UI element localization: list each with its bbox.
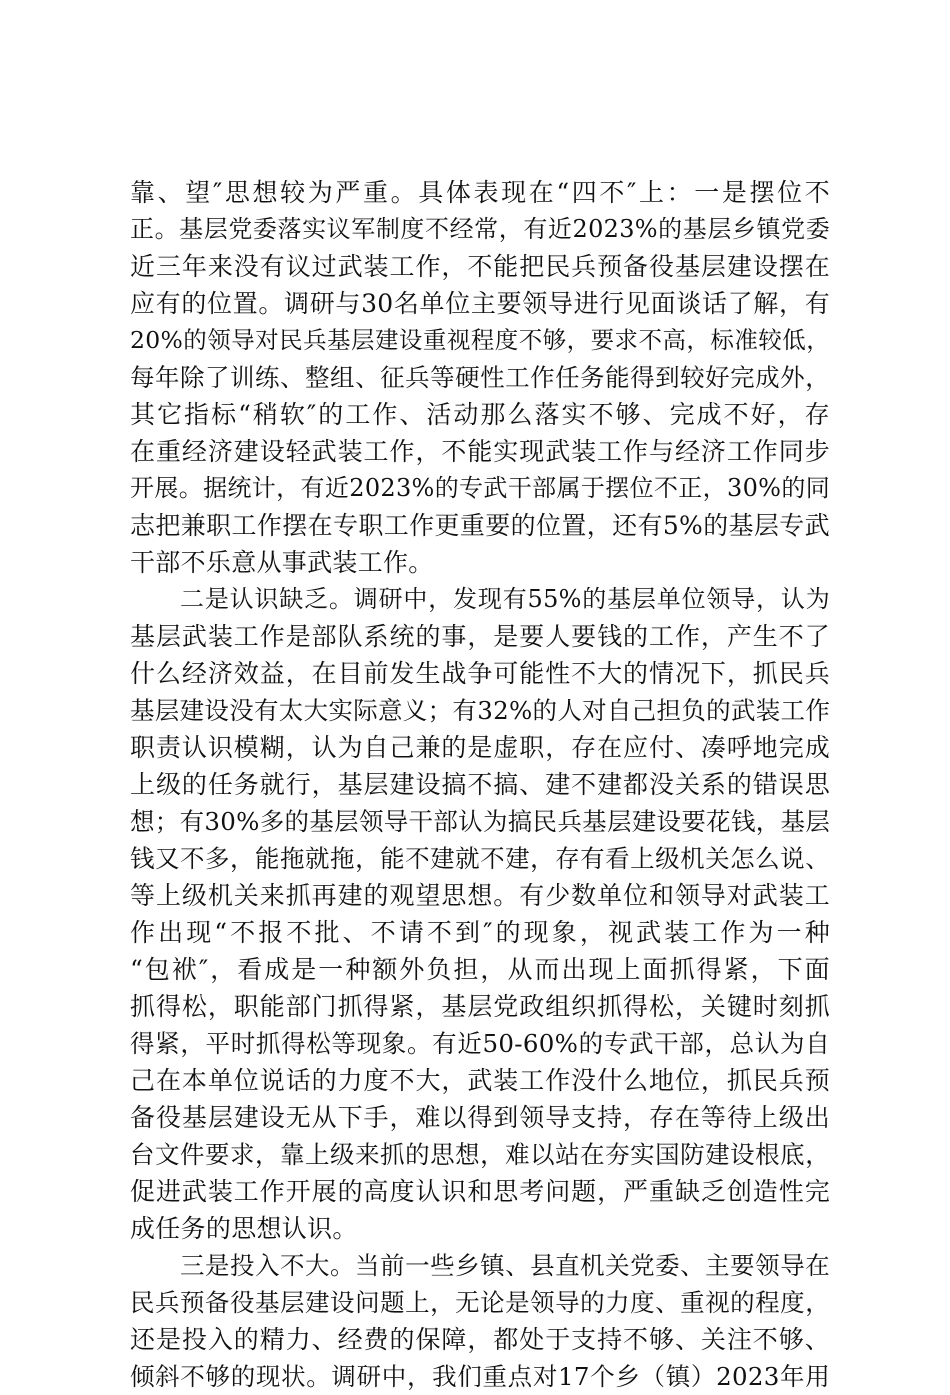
text-line: “包袱″，看成是一种额外负担，从而出现上面抓得紧，下面 [130,955,830,984]
text-line: 备役基层建设无从下手，难以得到领导支持，存在等待上级出 [130,1103,830,1132]
text-line: 上级的任务就行，基层建设搞不搞、建不建都没关系的错误思 [130,770,830,799]
text-line: 其它指标“稍软″的工作、活动那么落实不够、完成不好，存 [130,400,830,429]
text-line: 什么经济效益，在目前发生战争可能性不大的情况下，抓民兵 [130,659,830,688]
text-line: 正。基层党委落实议军制度不经常，有近2023%的基层乡镇党委 [130,215,830,243]
text-line: 台文件要求，靠上级来抓的思想，难以站在夯实国防建设根底， [130,1140,830,1169]
text-line: 己在本单位说话的力度不大，武装工作没什么地位，抓民兵预 [130,1066,830,1095]
text-line: 职责认识模糊，认为自己兼的是虚职，存在应付、凑呼地完成 [130,733,830,762]
text-line: 得紧，平时抓得松等现象。有近50-60%的专武干部，总认为自 [130,1029,830,1058]
text-line: 每年除了训练、整组、征兵等硬性工作任务能得到较好完成外， [130,363,830,392]
text-line: 基层建设没有太大实际意义；有32%的人对自己担负的武装工作 [130,696,831,725]
text-line: 作出现“不报不批、不请不到″的现象，视武装工作为一种 [130,918,830,947]
text-line: 抓得松，职能部门抓得紧，基层党政组织抓得松，关键时刻抓 [130,992,830,1021]
paragraph-first-line: 二是认识缺乏。调研中，发现有55%的基层单位领导，认为 [180,585,830,613]
text-line: 还是投入的精力、经费的保障，都处于支持不够、关注不够、 [130,1325,830,1354]
body-text [130,174,830,1395]
text-line: 在重经济建设轻武装工作，不能实现武装工作与经济工作同步 [130,437,830,466]
text-line: 开展。据统计，有近2023%的专武干部属于摆位不正，30%的同 [130,474,830,502]
text-line: 想；有30%多的基层领导干部认为搞民兵基层建设要花钱，基层 [130,807,831,836]
text-line: 近三年来没有议过武装工作，不能把民兵预备役基层建设摆在 [130,252,830,281]
text-line: 倾斜不够的现状。调研中，我们重点对17个乡（镇）2023年用 [130,1362,830,1391]
text-line: 成任务的思想认识。 [130,1214,358,1243]
text-line: 基层武装工作是部队系统的事，是要人要钱的工作，产生不了 [130,622,830,651]
text-line: 等上级机关来抓再建的观望思想。有少数单位和领导对武装工 [130,881,830,910]
text-line: 靠、望″思想较为严重。具体表现在“四不″上：一是摆位不 [130,178,830,207]
text-line: 志把兼职工作摆在专职工作更重要的位置，还有5%的基层专武 [130,511,830,540]
text-line: 民兵预备役基层建设问题上，无论是领导的力度、重视的程度， [130,1288,830,1317]
text-line: 20%的领导对民兵基层建设重视程度不够，要求不高，标准较低， [130,326,830,354]
text-line: 干部不乐意从事武装工作。 [130,548,434,577]
text-line: 钱又不多，能拖就拖，能不建就不建，存有看上级机关怎么说、 [130,844,830,873]
paragraph-first-line: 三是投入不大。当前一些乡镇、县直机关党委、主要领导在 [180,1251,830,1280]
text-line: 应有的位置。调研与30名单位主要领导进行见面谈话了解，有 [130,289,830,318]
text-line: 促进武装工作开展的高度认识和思考问题，严重缺乏创造性完 [130,1177,830,1206]
